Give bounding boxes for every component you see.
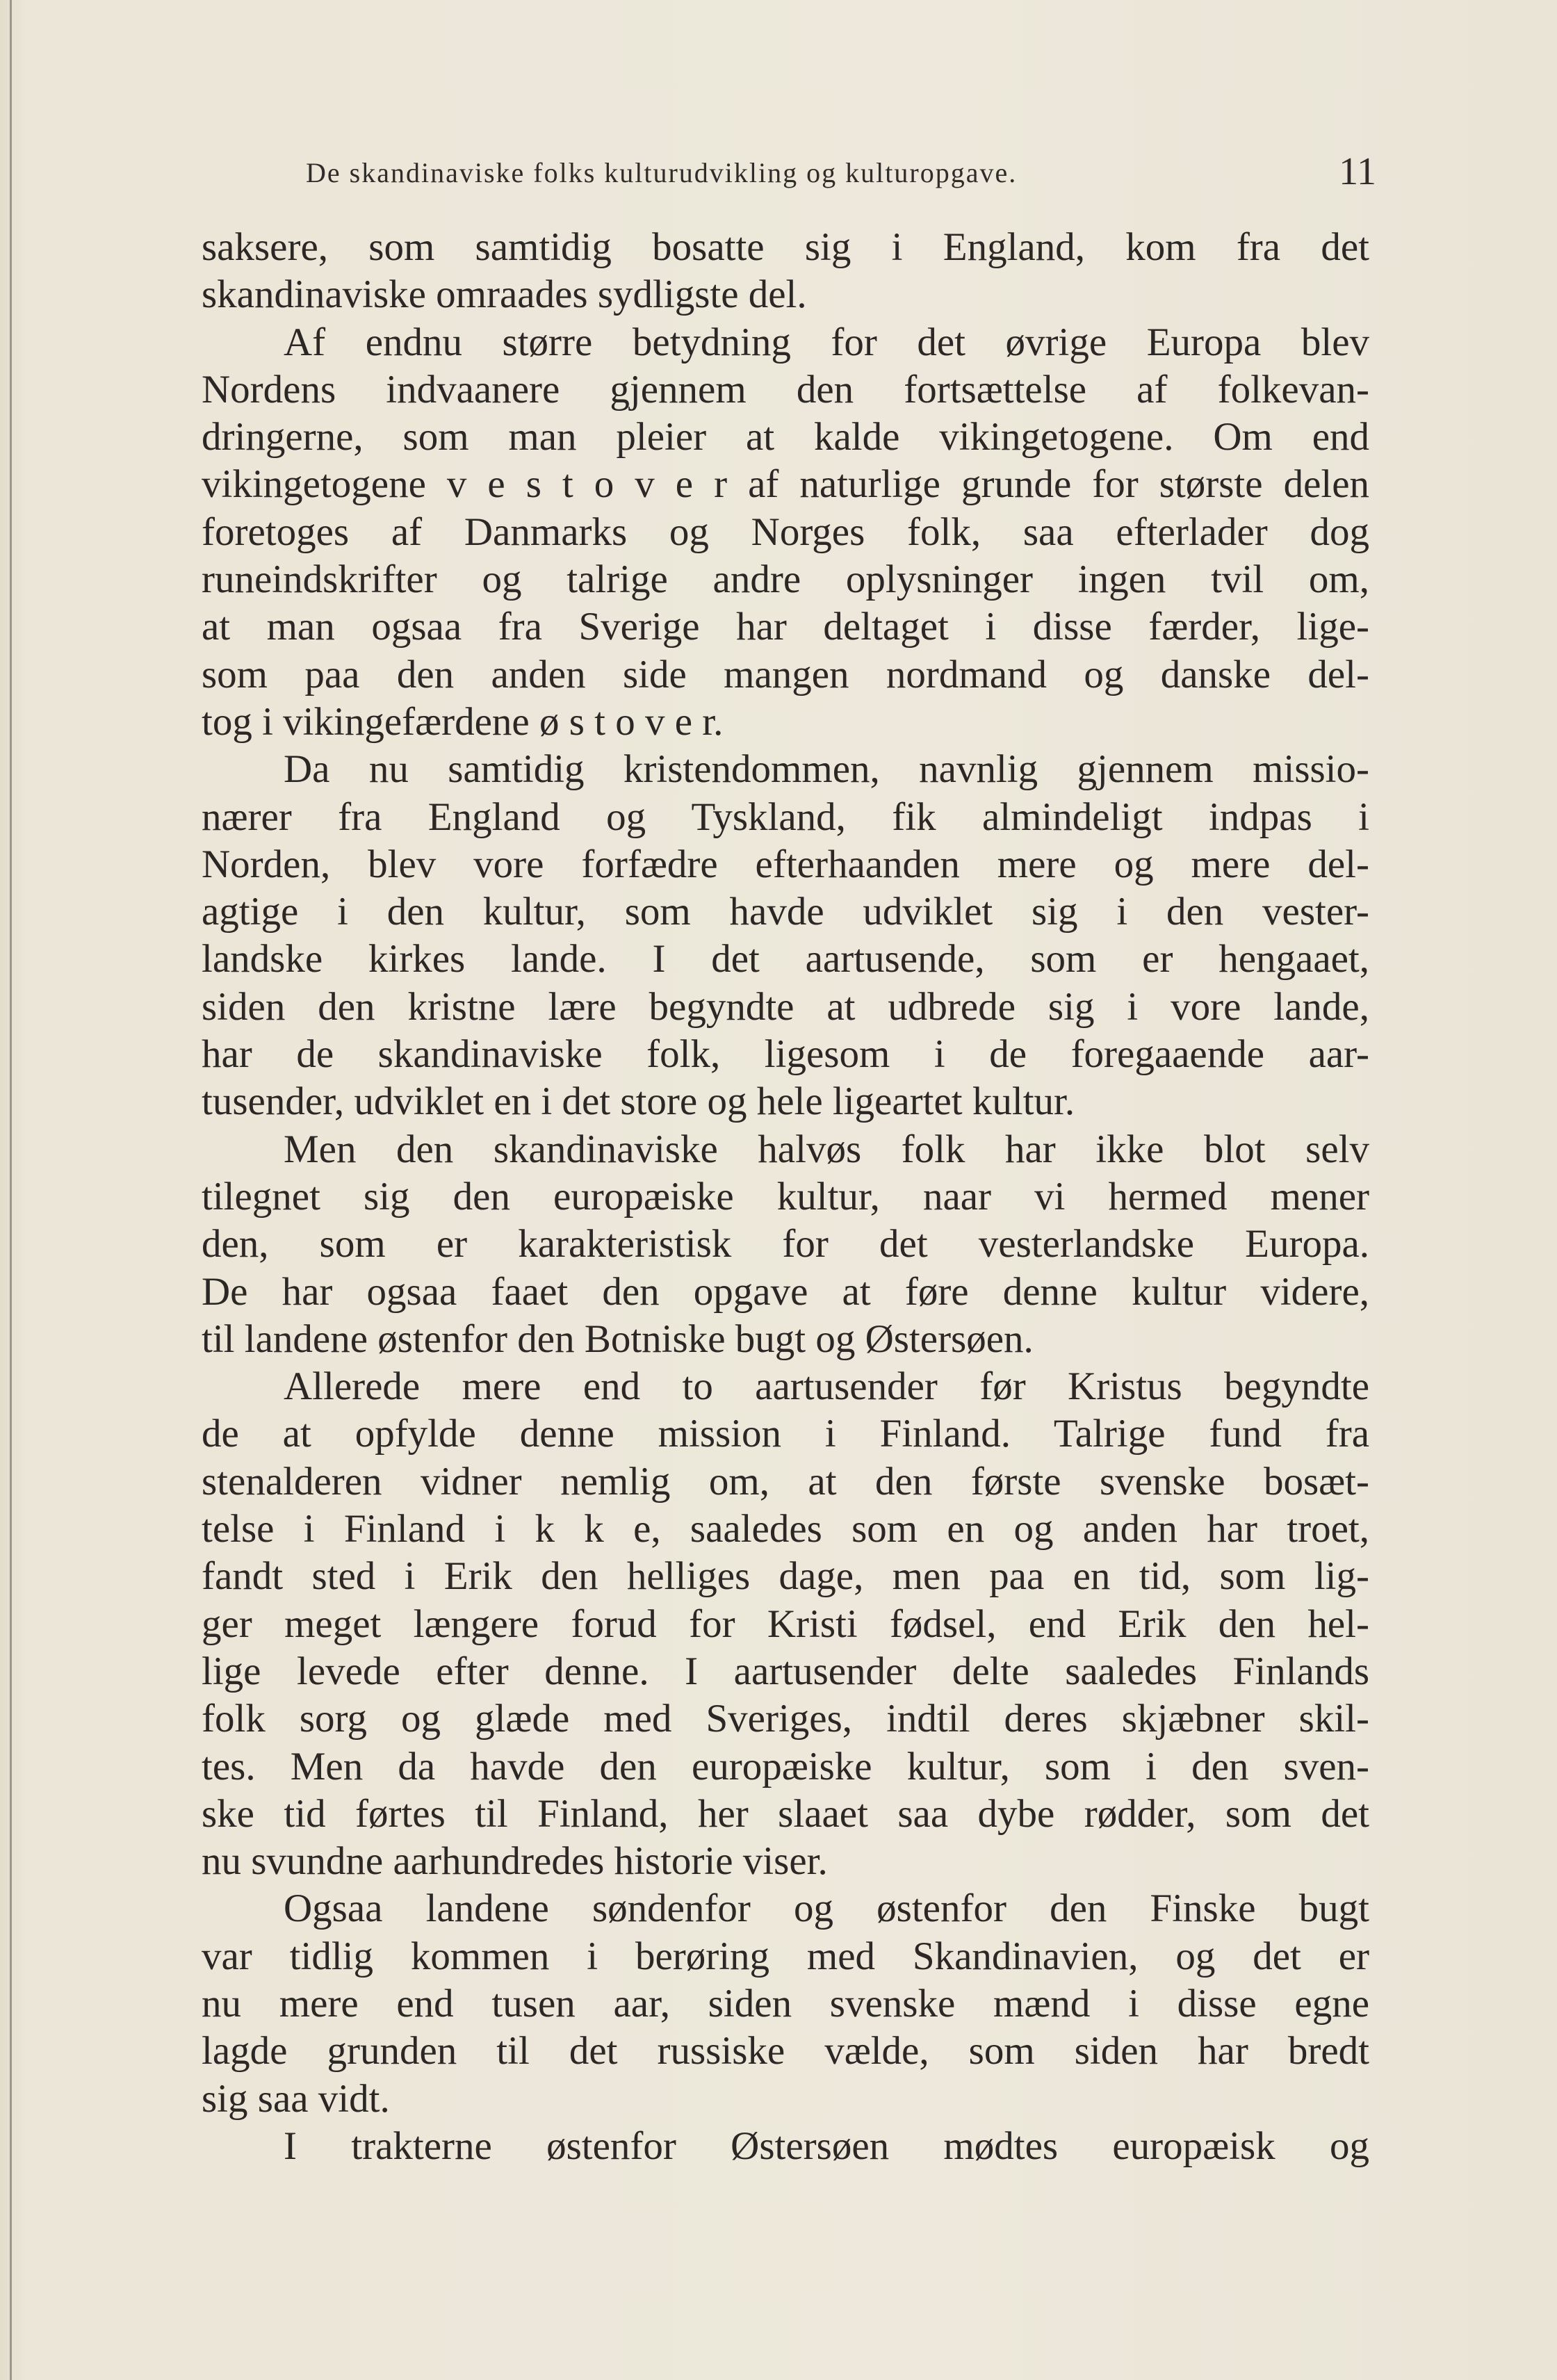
text-line: ske tid førtes til Finland, her slaaet saa dybe rødder, som det	[202, 1791, 1369, 1836]
text-line: ger meget længere forud for Kristi fødsel, end Erik den hel-	[202, 1601, 1369, 1646]
text-line: tilegnet sig den europæiske kultur, naar vi hermed mener	[202, 1174, 1369, 1218]
text-line: Norden, blev vore forfædre efterhaanden mere og mere del-	[202, 842, 1369, 886]
text-line: sig saa vidt.	[202, 2076, 390, 2121]
text-line: var tidlig kommen i berøring med Skandinavien, og det er	[202, 1934, 1369, 1978]
text-line: lagde grunden til det russiske vælde, som siden har bredt	[202, 2029, 1369, 2073]
text-line: som paa den anden side mangen nordmand og danske del-	[202, 652, 1369, 696]
text-line: vikingetogene v e s t o v e r af naturlige grunde for største delen	[202, 462, 1369, 507]
text-line: Nordens indvaanere gjennem den fortsættelse af folkevan-	[202, 367, 1369, 411]
text-line: tusender, udviklet en i det store og hele ligeartet kultur.	[202, 1079, 1075, 1124]
text-line: foretoges af Danmarks og Norges folk, saa efterlader dog	[202, 510, 1369, 554]
text-line: saksere, som samtidig bosatte sig i England, kom fra det	[202, 225, 1369, 269]
text-line: stenalderen vidner nemlig om, at den første svenske bosæt-	[202, 1459, 1369, 1503]
text-line: lige levede efter denne. I aartusender delte saaledes Finlands	[202, 1649, 1369, 1693]
running-title: De skandinaviske folks kulturudvikling og kulturopgave.	[306, 157, 1018, 188]
text-line: Af endnu større betydning for det øvrige Europa blev	[284, 320, 1369, 364]
text-line: har de skandinaviske folk, ligesom i de foregaaende aar-	[202, 1032, 1369, 1077]
page-edge-line	[10, 0, 12, 2380]
text-line: tes. Men da havde den europæiske kultur, som i den sven-	[202, 1744, 1369, 1788]
text-line: fandt sted i Erik den helliges dage, men paa en tid, som lig-	[202, 1554, 1369, 1599]
text-line: runeindskrifter og talrige andre oplysninger ingen tvil om,	[202, 557, 1369, 602]
text-line: De har ogsaa faaet den opgave at føre denne kultur videre,	[202, 1269, 1369, 1314]
text-line: skandinaviske omraades sydligste del.	[202, 272, 807, 317]
text-line: folk sorg og glæde med Sveriges, indtil deres skjæbner skil-	[202, 1697, 1369, 1741]
text-line: Da nu samtidig kristendommen, navnlig gjennem missio-	[284, 747, 1369, 792]
text-line: nu mere end tusen aar, siden svenske mænd i disse egne	[202, 1981, 1369, 2026]
body-text	[202, 224, 1369, 2170]
text-line: dringerne, som man pleier at kalde vikingetogene. Om end	[202, 415, 1369, 459]
running-header	[306, 149, 1376, 191]
page-number: 11	[1339, 150, 1376, 193]
text-line: nærer fra England og Tyskland, fik almindeligt indpas i	[202, 794, 1369, 839]
text-line: Men den skandinaviske halvøs folk har ikke blot selv	[284, 1127, 1369, 1171]
text-line: at man ogsaa fra Sverige har deltaget i disse færder, lige-	[202, 605, 1369, 649]
text-line: de at opfylde denne mission i Finland. Talrige fund fra	[202, 1412, 1369, 1456]
text-line: landske kirkes lande. I det aartusende, som er hengaaet,	[202, 937, 1369, 981]
text-line: telse i Finland i k k e, saaledes som en og anden har troet,	[202, 1507, 1369, 1551]
text-line: nu svundne aarhundredes historie viser.	[202, 1839, 828, 1884]
text-line: Ogsaa landene søndenfor og østenfor den Finske bugt	[284, 1886, 1369, 1931]
text-line: den, som er karakteristisk for det vesterlandske Europa.	[202, 1222, 1369, 1266]
text-line: tog i vikingefærdene ø s t o v e r.	[202, 699, 724, 744]
text-line: agtige i den kultur, som havde udviklet sig i den vester-	[202, 890, 1369, 934]
text-line: til landene østenfor den Botniske bugt og Østersøen.	[202, 1317, 1034, 1361]
text-line: siden den kristne lære begyndte at udbrede sig i vore lande,	[202, 984, 1369, 1029]
text-line: Allerede mere end to aartusender før Kristus begyndte	[284, 1364, 1369, 1409]
text-line: I trakterne østenfor Østersøen mødtes europæisk og	[284, 2124, 1369, 2168]
